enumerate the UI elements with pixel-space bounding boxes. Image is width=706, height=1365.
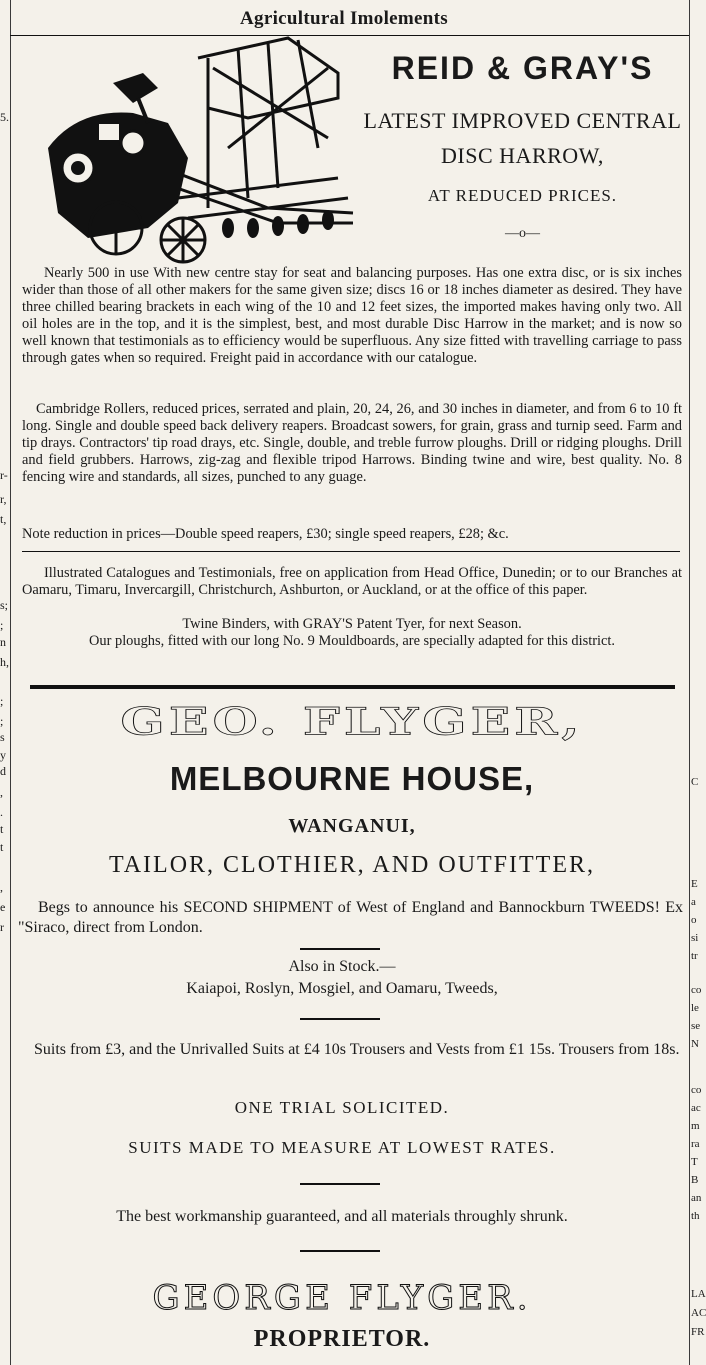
- left-margin-fragment: e: [0, 900, 6, 914]
- catalogue-notice: Illustrated Catalogues and Testimonials, free on application from Head Office, Dunedin; or to our Branches at Oamaru, Timaru, Invercargill, Christchurch, Ashburton, or Auckland, or at the office of this paper.: [22, 565, 682, 598]
- also-in-stock: Also in Stock.—: [288, 958, 396, 975]
- right-margin-fragment: a: [691, 896, 696, 908]
- right-margin-fragment: C: [691, 776, 699, 788]
- right-margin-fragment: AC: [691, 1307, 706, 1319]
- proprietor-label: PROPRIETOR.: [253, 1326, 431, 1352]
- note-rule: [22, 551, 680, 552]
- left-margin-fragment: 5.: [0, 110, 9, 124]
- trial-solicited: ONE TRIAL SOLICITED.: [234, 1098, 450, 1117]
- left-margin-fragment: r-: [0, 468, 8, 482]
- right-margin-fragment: th: [691, 1210, 700, 1222]
- left-margin-fragment: n: [0, 635, 6, 649]
- ornament-divider: —o—: [505, 226, 540, 241]
- right-margin-fragment: o: [691, 914, 697, 926]
- advertiser-name-outline: GEO. FLYGER,: [120, 700, 584, 744]
- left-margin-fragment: ,: [0, 880, 3, 894]
- product-line-1: LATEST IMPROVED CENTRAL: [363, 108, 682, 133]
- disc-harrow-illustration: [38, 28, 353, 268]
- short-rule-4: [300, 1250, 380, 1252]
- town-name: WANGANUI,: [288, 815, 416, 837]
- right-margin-fragment: se: [691, 1020, 701, 1032]
- price-reduction-note: Note reduction in prices—Double speed reapers, £30; single speed reapers, £28; &c.: [22, 526, 509, 542]
- made-to-measure: SUITS MADE TO MEASURE AT LOWEST RATES.: [128, 1138, 556, 1157]
- section-heading: Agricultural Imolements: [240, 8, 448, 29]
- business-name: MELBOURNE HOUSE,: [169, 760, 535, 797]
- right-margin-fragment: LA: [691, 1288, 706, 1300]
- left-column-rule: [10, 0, 11, 1365]
- advertiser-name: REID & GRAY'S: [391, 50, 654, 86]
- left-margin-fragment: s: [0, 730, 5, 744]
- left-margin-fragment: ;: [0, 618, 4, 632]
- left-margin-fragment: ;: [0, 694, 4, 708]
- left-margin-fragment: h,: [0, 655, 9, 669]
- left-margin-fragment: r,: [0, 492, 7, 506]
- left-margin-fragment: t: [0, 822, 4, 836]
- right-margin-fragment: co: [691, 1084, 702, 1096]
- left-margin-fragment: y: [0, 748, 6, 762]
- harrow-description: Nearly 500 in use With new centre stay for seat and balancing purposes. Has one extra disc, or is six inches wider than those of all other makers for the same given size; discs 16 or 18 inches diameter as desired. They have three chilled bearing brackets in each wing of the 10 and 12 feet sizes, the imported makes having only two. All oil holes are in the top, and it is the simplest, best, and most durable Disc Harrow in the market; and is now so well known that testimonials as to efficiency would be superfluous. Any size fitted with travelling carriage to pass through gates when so required. Freight paid in accordance with our catalogue.: [22, 265, 682, 366]
- ploughs-notice: Our ploughs, fitted with our long No. 9 Mouldboards, are specially adapted for this district.: [89, 633, 615, 649]
- left-margin-fragment: s;: [0, 598, 9, 612]
- twine-binders-notice: Twine Binders, with GRAY'S Patent Tyer, for next Season.: [182, 616, 522, 632]
- right-margin-fragment: N: [691, 1038, 699, 1050]
- right-margin-fragment: B: [691, 1174, 699, 1186]
- short-rule-3: [300, 1183, 380, 1185]
- left-margin-fragment: r: [0, 920, 4, 934]
- trade-description: TAILOR, CLOTHIER, AND OUTFITTER,: [108, 852, 596, 878]
- tweeds-list: Kaiapoi, Roslyn, Mosgiel, and Oamaru, Tweeds,: [186, 980, 498, 997]
- left-margin-fragment: ,: [0, 785, 3, 799]
- implements-list: Cambridge Rollers, reduced prices, serrated and plain, 20, 24, 26, and 30 inches in diameter, and from 6 to 10 ft long. Single and double speed back delivery reapers. Broadcast sowers, for grain, grass and turnip seed. Farm and tip drays. Contractors' tip road drays, etc. Single, double, and treble furrow ploughs. Drill or ridging ploughs. Drill and field grubbers. Harrows, zig-zag and flexible tripod Harrows. Binding twine and wire, best quality. No. 8 fencing wire and standards, all sizes, punched to any guage.: [22, 401, 682, 485]
- workmanship-note: The best workmanship guaranteed, and all materials throughly shrunk.: [116, 1208, 568, 1225]
- owner-name-outline: GEORGE FLYGER.: [152, 1278, 532, 1318]
- left-margin-fragment: ;: [0, 714, 4, 728]
- product-line-3: AT REDUCED PRICES.: [427, 186, 618, 205]
- right-margin-fragment: FR: [691, 1326, 705, 1338]
- shipment-announcement: Begs to announce his SECOND SHIPMENT of West of England and Bannockburn TWEEDS! Ex "Siraco, direct from London.: [18, 899, 683, 936]
- suits-prices: Suits from £3, and the Unrivalled Suits at £4 10s Trousers and Vests from £1 15s. Trousers from 18s.: [34, 1041, 680, 1058]
- product-line-2: DISC HARROW,: [441, 143, 604, 168]
- right-margin-fragment: le: [691, 1002, 699, 1014]
- right-margin-fragment: T: [691, 1156, 698, 1168]
- left-margin-fragment: .: [0, 805, 3, 819]
- right-margin-fragment: E: [691, 878, 698, 890]
- advert-separator: [30, 685, 675, 689]
- left-margin-fragment: d: [0, 764, 6, 778]
- right-margin-fragment: co: [691, 984, 702, 996]
- short-rule-1: [300, 948, 380, 950]
- left-margin-fragment: t: [0, 840, 4, 854]
- right-margin-fragment: tr: [691, 950, 698, 962]
- right-margin-fragment: ra: [691, 1138, 700, 1150]
- right-margin-fragment: an: [691, 1192, 702, 1204]
- short-rule-2: [300, 1018, 380, 1020]
- right-margin-fragment: m: [691, 1120, 700, 1132]
- left-margin-fragment: t,: [0, 512, 7, 526]
- right-margin-fragment: ac: [691, 1102, 701, 1114]
- right-margin-fragment: si: [691, 932, 699, 944]
